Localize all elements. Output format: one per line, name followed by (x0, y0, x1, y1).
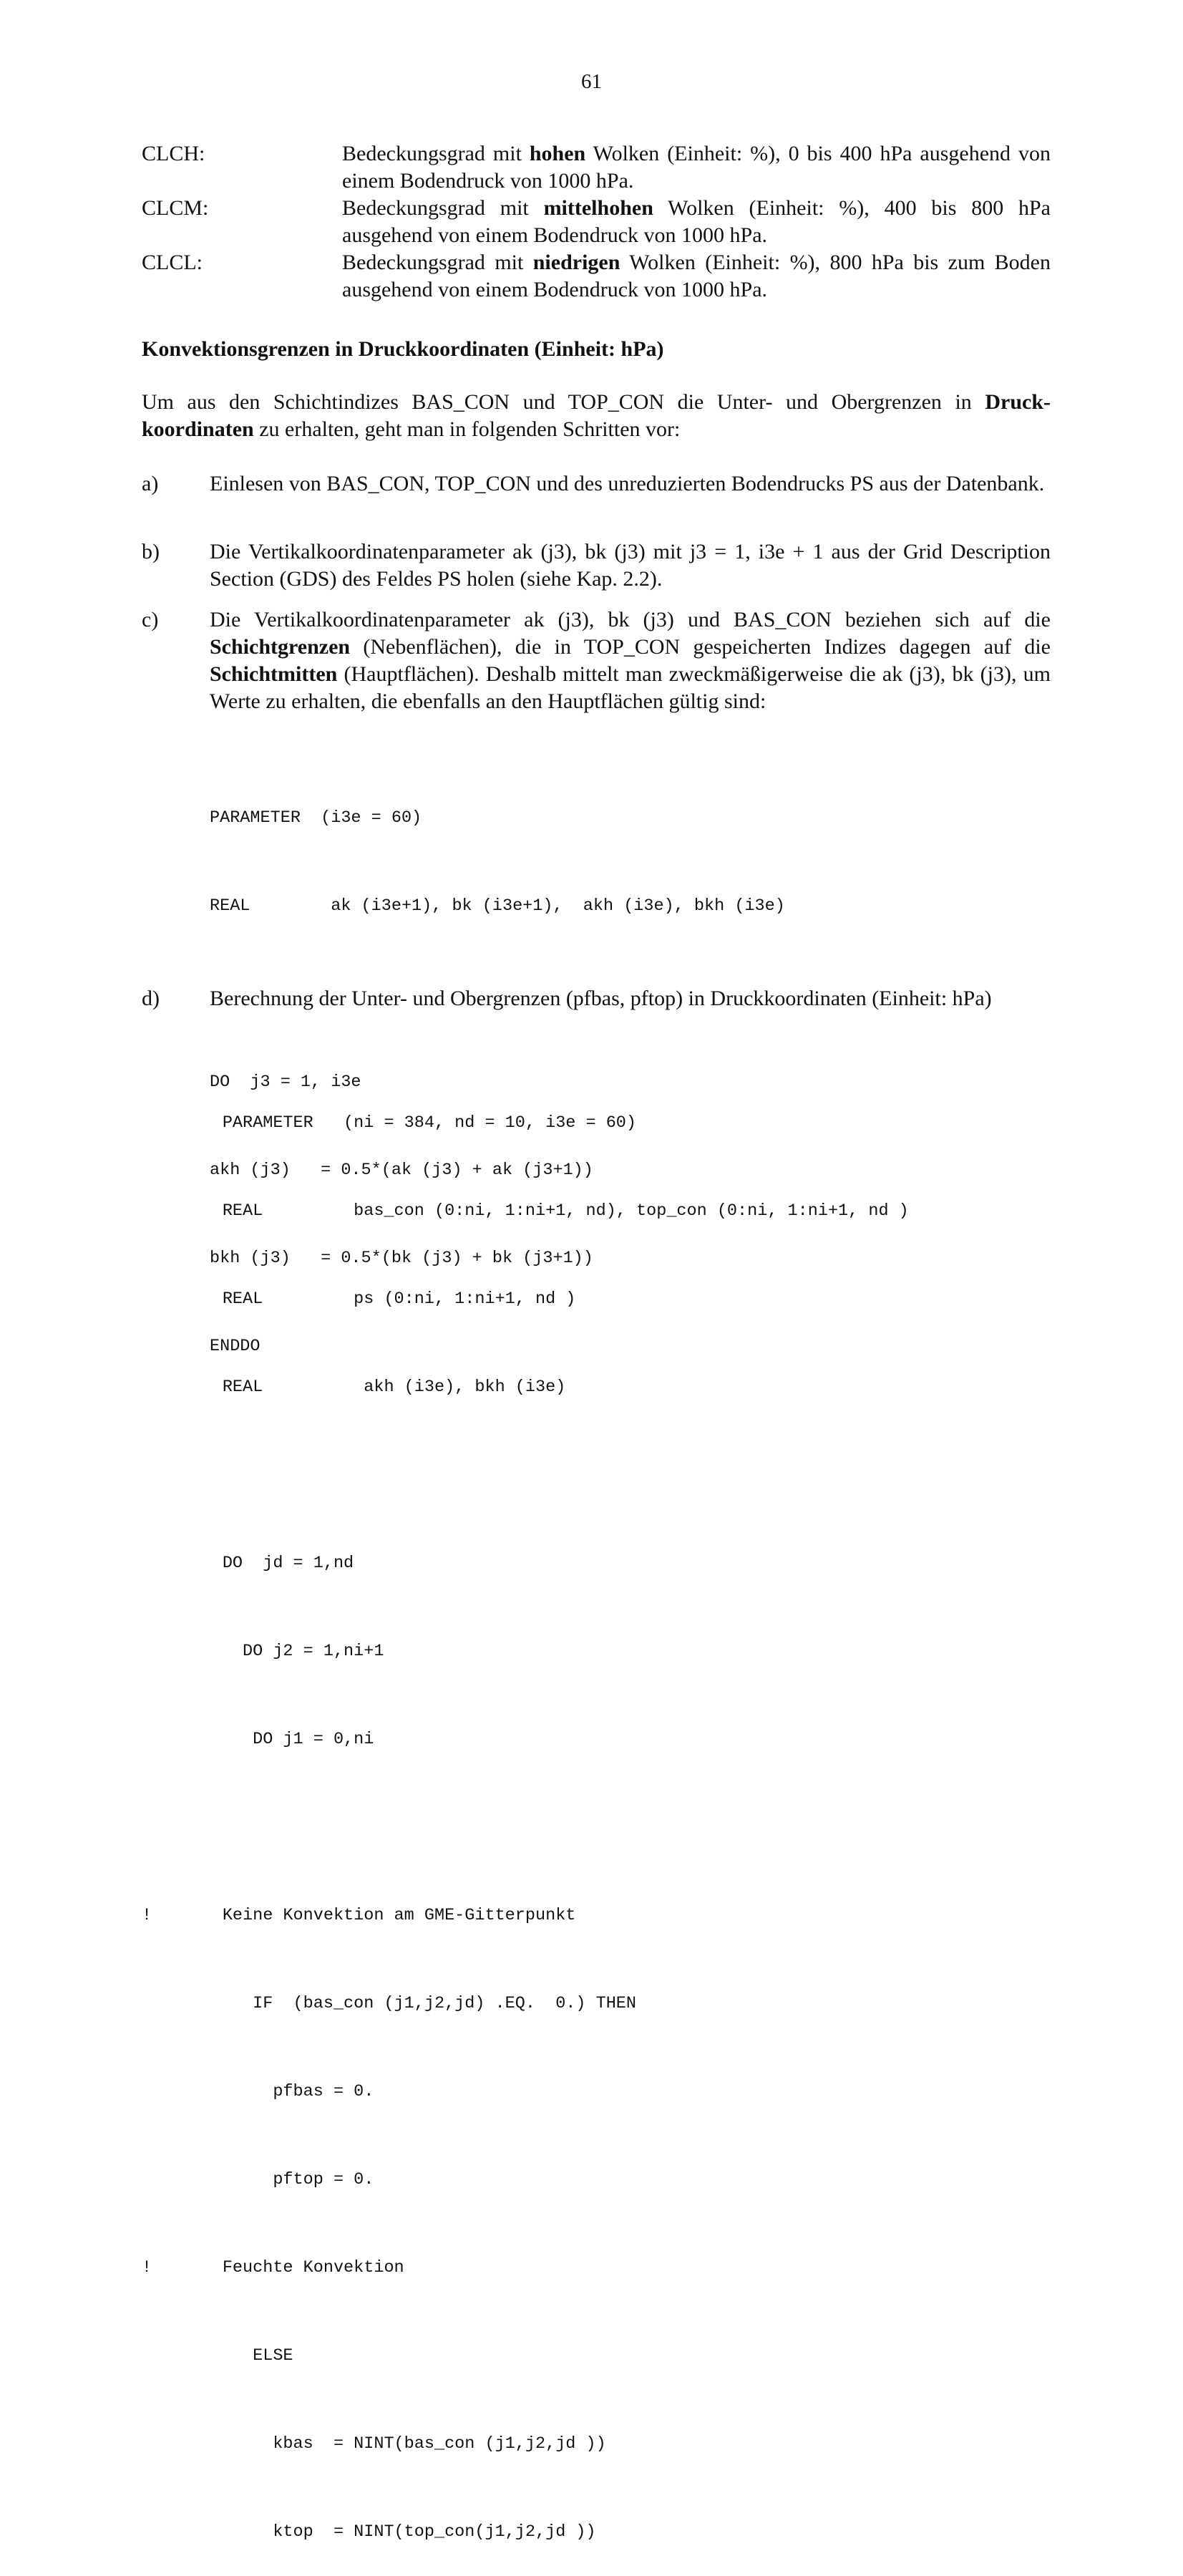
code-line: REAL ps (0:ni, 1:ni+1, nd ) (142, 1289, 576, 1309)
code-line: REAL bas_con (0:ni, 1:ni+1, nd), top_con (0:ni, 1:ni+1, nd ) (142, 1201, 909, 1221)
step-b (142, 538, 1051, 593)
code-line: REAL akh (i3e), bkh (i3e) (142, 1377, 566, 1397)
step-text: Die Vertikalkoordinatenparameter ak (j3), bk (j3) mit j3 = 1, i3e + 1 aus der Grid Description Section (GDS) des Feldes PS holen (siehe Kap. 2.2). (210, 540, 1051, 591)
code-line: kbas = NINT(bas_con (j1,j2,jd )) (142, 2434, 606, 2454)
code-comment: ! Feuchte Konvektion (142, 2258, 404, 2277)
code-line: bkh (j3) = 0.5*(bk (j3) + bk (j3+1)) (210, 1249, 593, 1268)
emphasis: mittelhohen (543, 196, 653, 220)
code-line: DO j2 = 1,ni+1 (142, 1642, 384, 1661)
step-label: b) (142, 540, 160, 563)
definition-term: CLCL: (142, 251, 203, 274)
code-line: IF (bas_con (j1,j2,jd) .EQ. 0.) THEN (142, 1994, 637, 2013)
page-number: 61 (581, 70, 602, 93)
step-text: Die Vertikalkoordinatenparameter ak (j3), bk (j3) und BAS_CON beziehen sich auf die Schichtgrenzen (Nebenflächen), die in TOP_CON gespeicherten Indizes dagegen auf die Schichtmitten (Hauptflächen). Deshalb mittelt man zweckmäßigerweise die ak (j3), bk (j3), um Werte zu erhalten, die ebenfalls an den Hauptflächen gültig sind: (210, 608, 1051, 713)
definition-term: CLCM: (142, 196, 209, 220)
step-text: Berechnung der Unter- und Obergrenzen (pfbas, pftop) in Druckkoordinaten (Einheit: hPa) (210, 987, 992, 1010)
cloud-cover-definitions (142, 140, 1051, 304)
step-text: Einlesen von BAS_CON, TOP_CON und des unreduzierten Bodendrucks PS aus der Datenbank. (210, 472, 1045, 495)
definition-description: Bedeckungsgrad mit hohen Wolken (Einheit: %), 0 bis 400 hPa ausgehend von einem Bodendruck von 1000 hPa. (342, 142, 1051, 193)
definition-description: Bedeckungsgrad mit mittelhohen Wolken (Einheit: %), 400 bis 800 hPa ausgehend von einem Bodendruck von 1000 hPa. (342, 196, 1051, 247)
code-line: PARAMETER (i3e = 60) (210, 808, 422, 828)
step-label: c) (142, 608, 159, 631)
step-a (142, 470, 1051, 498)
code-line: DO j1 = 0,ni (142, 1730, 374, 1749)
step-label: a) (142, 472, 159, 495)
code-line: ELSE (142, 2346, 293, 2366)
step-label: d) (142, 987, 160, 1010)
code-line: DO j3 = 1, i3e (210, 1072, 361, 1092)
code-line: akh (j3) = 0.5*(ak (j3) + ak (j3+1)) (210, 1161, 593, 1180)
emphasis: niedrigen (532, 251, 620, 274)
code-block-pressure-bounds (142, 1050, 909, 2576)
emphasis: Schichtgrenzen (210, 635, 351, 659)
code-line: pfbas = 0. (142, 2082, 374, 2101)
definition-term: CLCH: (142, 142, 205, 165)
intro-paragraph: Um aus den Schichtindizes BAS_CON und TOP_CON die Unter- und Obergrenzen in Druck-koordinaten zu erhalten, geht man in folgenden Schritten vor: (142, 390, 1051, 441)
emphasis: Druck-koordinaten (142, 390, 1051, 441)
emphasis: Schichtmitten (210, 662, 338, 686)
code-line (142, 1813, 909, 1842)
code-line: pftop = 0. (142, 2170, 374, 2189)
code-line: DO jd = 1,nd (142, 1554, 354, 1573)
section-heading: Konvektionsgrenzen in Druckkoordinaten (Einheit: hPa) (142, 337, 664, 361)
code-line: REAL ak (i3e+1), bk (i3e+1), akh (i3e), bkh (i3e) (210, 896, 785, 916)
code-line: ktop = NINT(top_con(j1,j2,jd )) (142, 2522, 596, 2542)
emphasis: hohen (529, 142, 586, 165)
code-line: ENDDO (210, 1337, 261, 1356)
step-c (142, 606, 1051, 715)
code-line (142, 1461, 909, 1490)
step-d (142, 985, 1051, 1012)
definition-clcm (142, 195, 1051, 249)
code-comment: ! Keine Konvektion am GME-Gitterpunkt (142, 1906, 576, 1925)
definition-description: Bedeckungsgrad mit niedrigen Wolken (Einheit: %), 800 hPa bis zum Boden ausgehend von einem Bodendruck von 1000 hPa. (342, 251, 1051, 301)
code-line: PARAMETER (ni = 384, nd = 10, i3e = 60) (142, 1113, 637, 1133)
definition-clcl (142, 249, 1051, 304)
definition-clch (142, 140, 1051, 195)
